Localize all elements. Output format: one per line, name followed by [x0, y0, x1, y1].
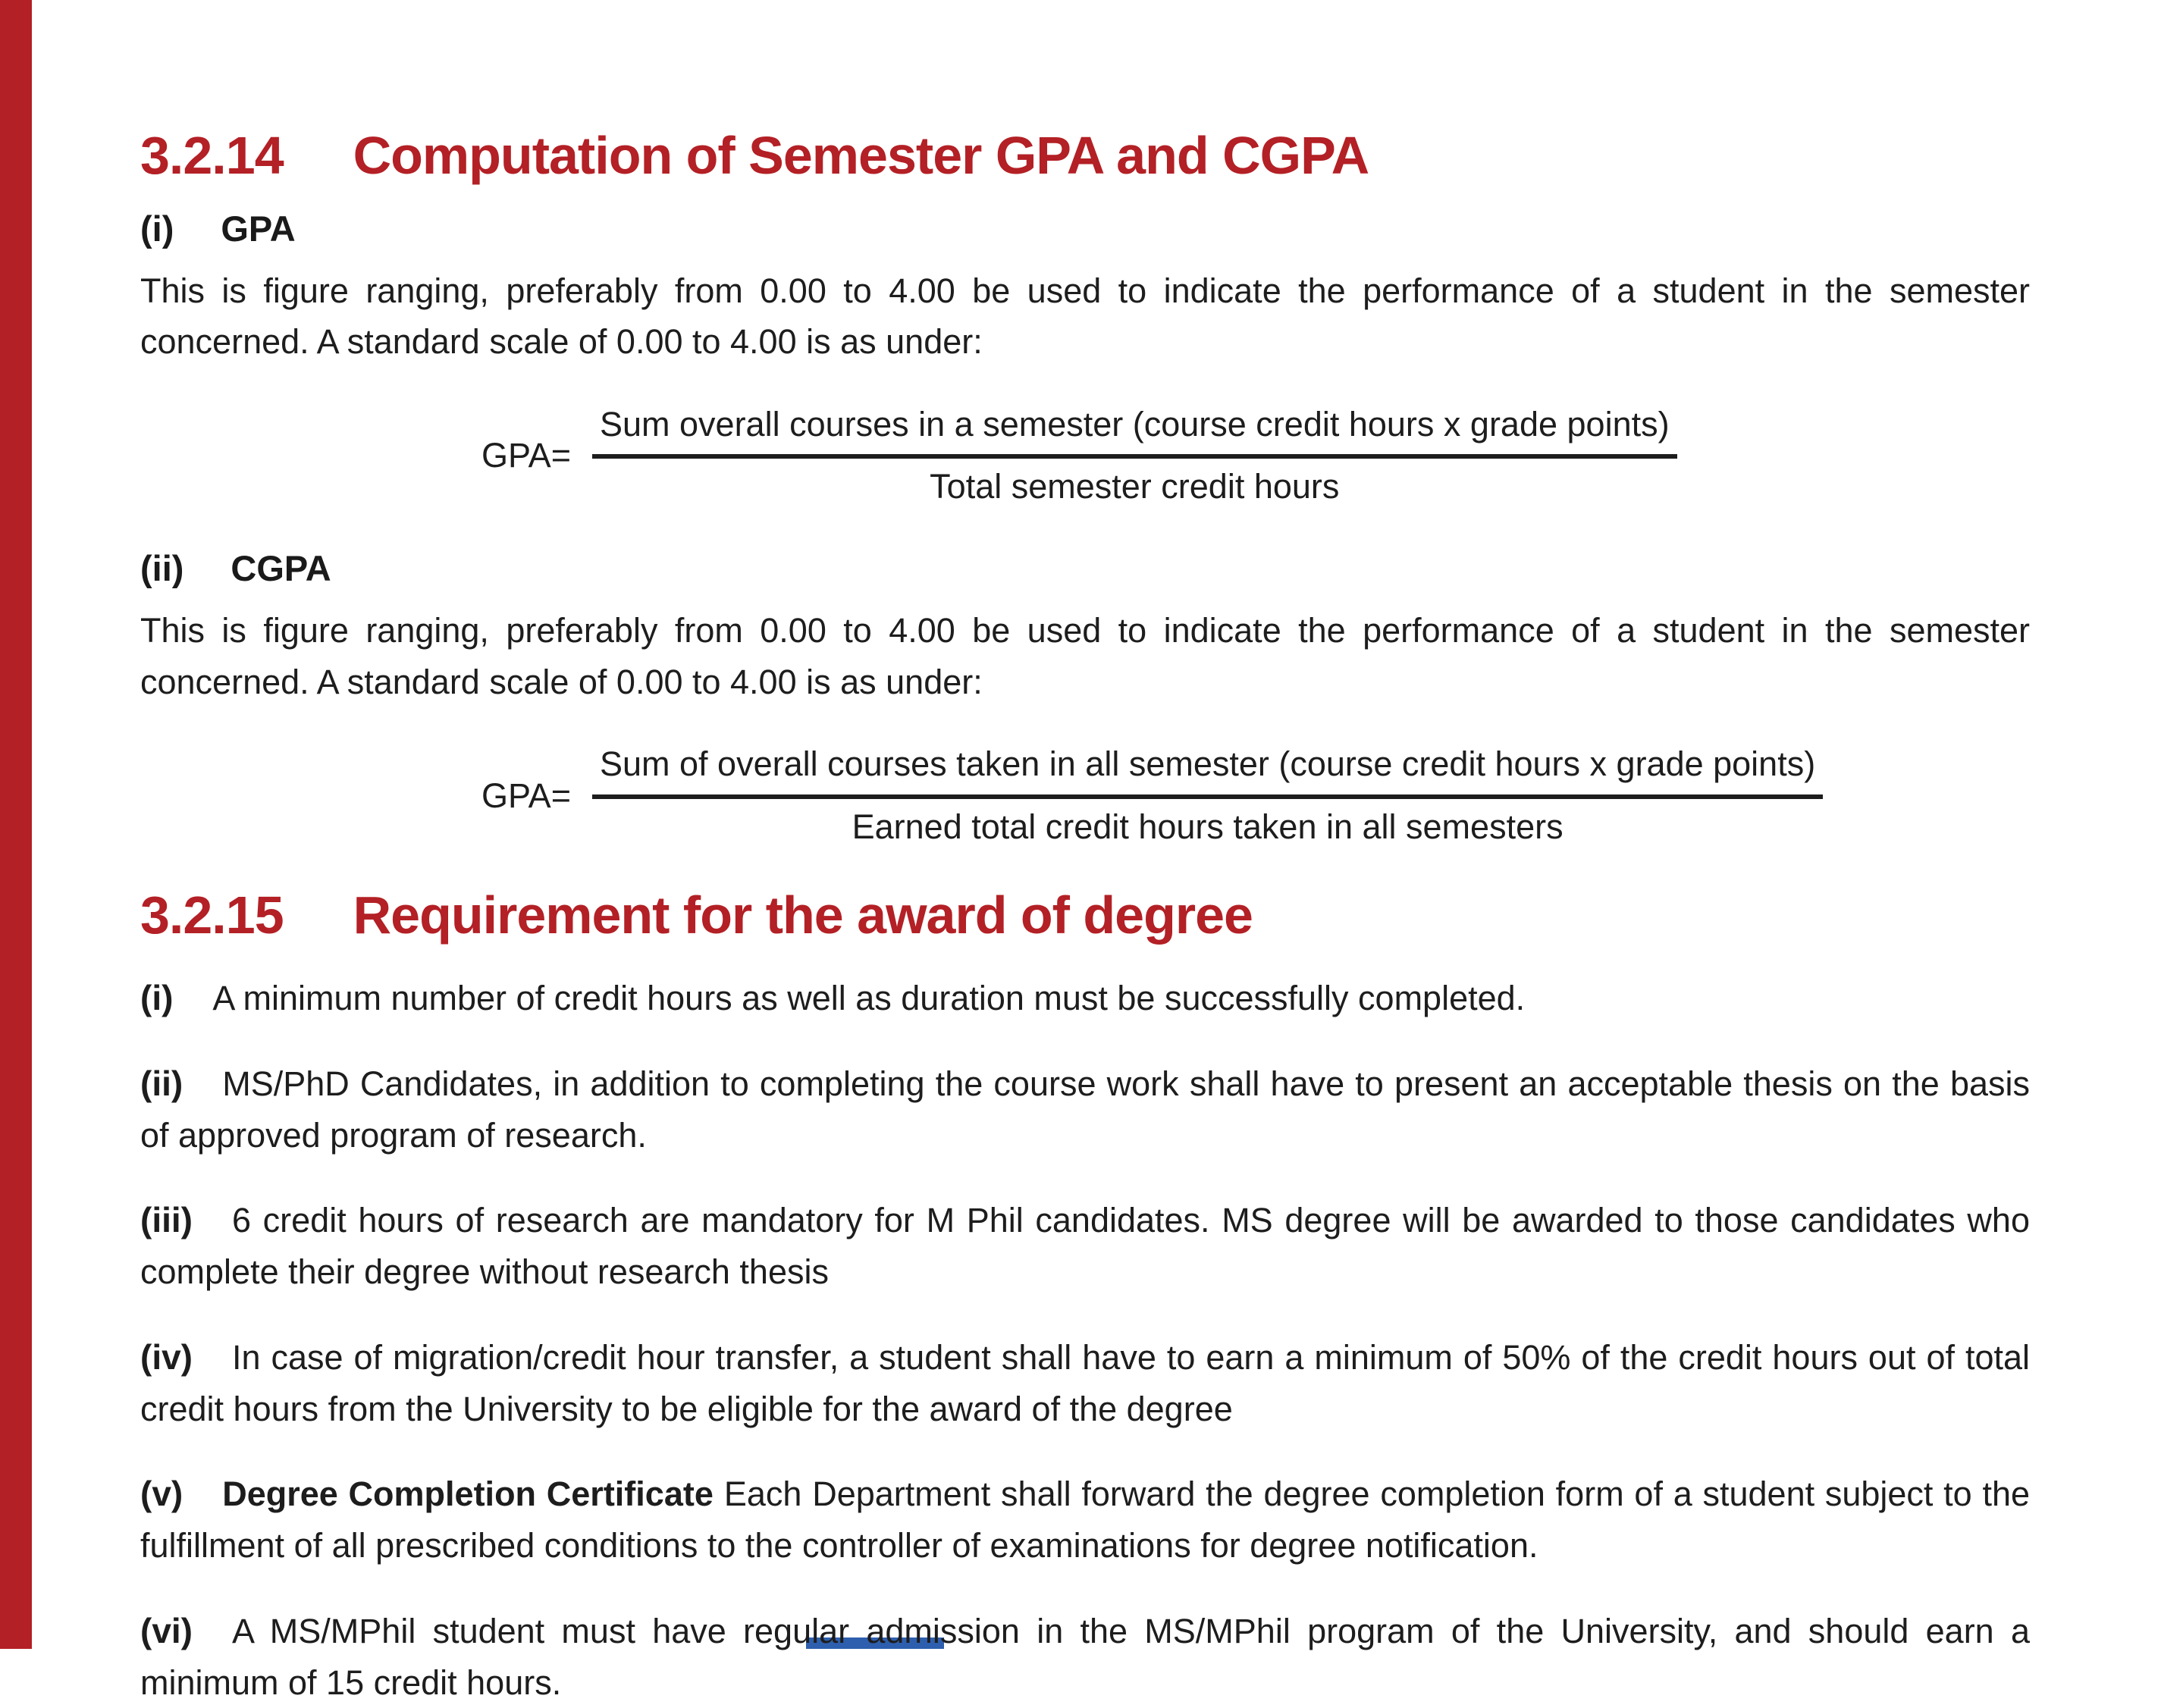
section-title: Requirement for the award of degree	[353, 885, 1253, 945]
item-text: 6 credit hours of research are mandatory for M Phil candidates. MS degree will be awarded to those candidates who complete their degree without research thesis	[140, 1201, 2030, 1292]
cgpa-description: This is figure ranging, preferably from 0.00 to 4.00 be used to indicate the performance of a student in the semester concerned. A standard scale of 0.00 to 4.00 is as under:	[140, 611, 2030, 701]
item-lead: Degree Completion Certificate	[222, 1475, 714, 1514]
item-text: MS/PhD Candidates, in addition to completing the course work shall have to present an acceptable thesis on the basis of approved program of research.	[140, 1064, 2030, 1155]
formula-fraction	[592, 403, 1677, 509]
formula-lhs: GPA=	[481, 436, 571, 475]
gpa-formula	[481, 403, 2030, 509]
requirement-item-6	[140, 1605, 2030, 1708]
formula-lhs: GPA=	[481, 776, 571, 815]
item-label: (v)	[140, 1474, 183, 1514]
section-heading-gpa-cgpa	[140, 127, 2030, 185]
subsection-term: CGPA	[231, 547, 331, 588]
subsection-label: (ii)	[140, 547, 184, 588]
subsection-heading-gpa	[140, 208, 2030, 250]
item-label: (ii)	[140, 1063, 183, 1103]
requirement-item-1	[140, 972, 2030, 1024]
subsection-gpa	[140, 208, 2030, 509]
requirement-item-2	[140, 1058, 2030, 1161]
formula-denominator: Total semester credit hours	[930, 467, 1340, 506]
item-text: In case of migration/credit hour transfer, a student shall have to earn a minimum of 50% of the credit hours out of total credit hours from the University to be eligible for the award of the degree	[140, 1337, 2030, 1428]
item-text: Each Department shall forward the degree completion form of a student subject to the fulfillment of all prescribed conditions to the controller of examinations for degree notification.	[140, 1475, 2031, 1565]
section-title: Computation of Semester GPA and CGPA	[353, 126, 1369, 185]
item-text: A minimum number of credit hours as well as duration must be successfully completed.	[212, 978, 1526, 1017]
subsection-heading-cgpa	[140, 547, 2030, 590]
subsection-cgpa	[140, 547, 2030, 849]
section-number: 3.2.15	[140, 885, 284, 945]
requirement-item-4	[140, 1331, 2030, 1435]
subsection-term: GPA	[221, 208, 296, 249]
section-heading-degree-award	[140, 887, 2030, 945]
item-label: (i)	[140, 977, 174, 1017]
formula-numerator: Sum of overall courses taken in all semester (course credit hours x grade points)	[592, 742, 1823, 799]
requirement-item-3	[140, 1194, 2030, 1298]
item-label: (iii)	[140, 1200, 193, 1240]
subsection-label: (i)	[140, 208, 174, 249]
gpa-description: This is figure ranging, preferably from 0.00 to 4.00 be used to indicate the performance of a student in the semester concerned. A standard scale of 0.00 to 4.00 is as under:	[140, 271, 2030, 362]
page-content	[140, 127, 2030, 1708]
formula-denominator: Earned total credit hours taken in all semesters	[852, 807, 1564, 846]
item-label: (vi)	[140, 1610, 193, 1650]
page-accent-side-band	[0, 0, 32, 1649]
cgpa-formula	[481, 742, 2030, 849]
formula-numerator: Sum overall courses in a semester (course credit hours x grade points)	[592, 403, 1677, 459]
requirement-item-5	[140, 1468, 2030, 1572]
item-label: (iv)	[140, 1337, 193, 1377]
formula-fraction	[592, 742, 1823, 849]
item-text: A MS/MPhil student must have regular admission in the MS/MPhil program of the University, and should earn a minimum of 15 credit hours.	[140, 1611, 2030, 1702]
section-number: 3.2.14	[140, 126, 284, 185]
